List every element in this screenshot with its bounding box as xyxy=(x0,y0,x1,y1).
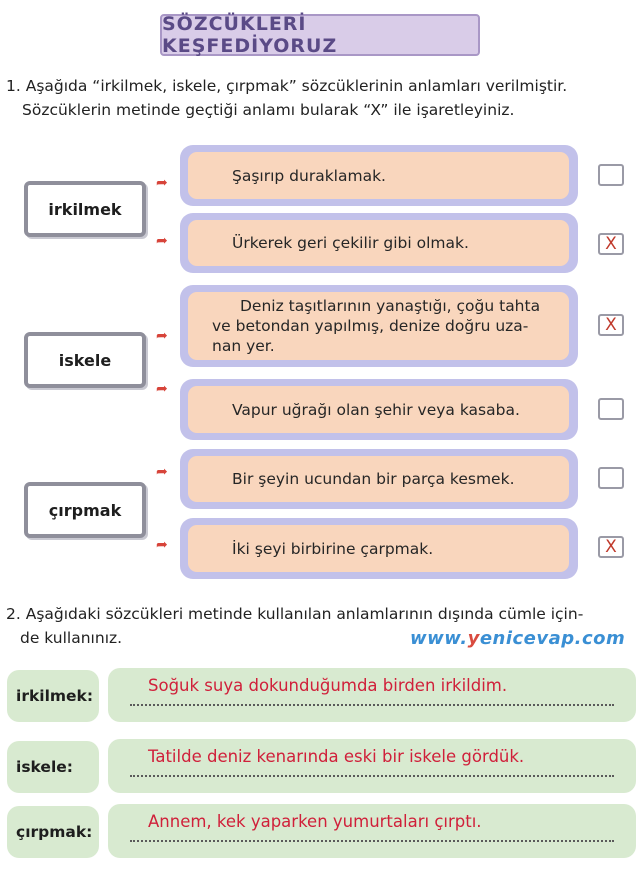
answer-checkbox[interactable]: X xyxy=(598,536,624,558)
meaning-line: nan yer. xyxy=(212,337,275,355)
meaning-option xyxy=(180,379,578,440)
meaning-line: Deniz taşıtlarının yanaştığı, çoğu tahta xyxy=(240,297,541,315)
arrow-icon: ➦ xyxy=(156,233,168,249)
answer-checkbox[interactable] xyxy=(598,398,624,420)
dotted-line xyxy=(130,775,614,777)
answer-checkbox[interactable] xyxy=(598,164,624,186)
answer-checkbox[interactable]: X xyxy=(598,233,624,255)
question-1-line-1: 1. Aşağıda “irkilmek, iskele, çırpmak” sözcüklerinin anlamları verilmiştir. xyxy=(6,77,568,95)
word-box-cirpmak: çırpmak xyxy=(24,482,146,538)
answer-sentence: Tatilde deniz kenarında eski bir iskele gördük. xyxy=(148,747,525,766)
meaning-text: İki şeyi birbirine çarpmak. xyxy=(188,525,569,572)
meaning-option xyxy=(180,145,578,206)
question-2-line-1: 2. Aşağıdaki sözcükleri metinde kullanılan anlamlarının dışında cümle için- xyxy=(6,605,584,623)
question-1 xyxy=(6,74,636,122)
arrow-icon: ➦ xyxy=(156,464,168,480)
answer-checkbox[interactable]: X xyxy=(598,314,624,336)
answer-field[interactable] xyxy=(108,804,636,858)
answer-label-iskele: iskele: xyxy=(7,741,99,793)
question-2-line-2: de kullanınız. xyxy=(20,629,123,647)
question-1-line-2: Sözcüklerin metinde geçtiği anlamı bularak “X” ile işaretleyiniz. xyxy=(22,101,515,119)
answer-sentence: Soğuk suya dokunduğumda birden irkildim. xyxy=(148,676,508,695)
meaning-text xyxy=(188,292,569,360)
answer-checkbox[interactable] xyxy=(598,467,624,489)
meaning-line: ve betondan yapılmış, denize doğru uza- xyxy=(212,317,529,335)
arrow-icon: ➦ xyxy=(156,328,168,344)
dotted-line xyxy=(130,840,614,842)
page-title: SÖZCÜKLERİ KEŞFEDİYORUZ xyxy=(162,13,338,57)
meaning-option xyxy=(180,518,578,579)
answer-sentence: Annem, kek yaparken yumurtaları çırptı. xyxy=(148,812,482,831)
meaning-option xyxy=(180,285,578,367)
watermark-prefix: www. xyxy=(410,628,468,649)
answer-label-cirpmak: çırpmak: xyxy=(7,806,99,858)
answer-field[interactable] xyxy=(108,668,636,722)
title-banner xyxy=(160,14,480,56)
watermark-rest: enicevap.com xyxy=(479,628,626,649)
meaning-text: Vapur uğrağı olan şehir veya kasaba. xyxy=(188,386,569,433)
word-box-iskele: iskele xyxy=(24,332,146,388)
meaning-option xyxy=(180,213,578,273)
dotted-line xyxy=(130,704,614,706)
answer-label-irkilmek: irkilmek: xyxy=(7,670,99,722)
meaning-option xyxy=(180,449,578,509)
meaning-text: Bir şeyin ucundan bir parça kesmek. xyxy=(188,456,569,502)
watermark xyxy=(410,628,625,649)
meaning-text: Ürkerek geri çekilir gibi olmak. xyxy=(188,220,569,266)
arrow-icon: ➦ xyxy=(156,175,168,191)
meaning-text: Şaşırıp duraklamak. xyxy=(188,152,569,199)
word-box-irkilmek: irkilmek xyxy=(24,181,146,237)
arrow-icon: ➦ xyxy=(156,381,168,397)
watermark-y: y xyxy=(467,628,480,649)
arrow-icon: ➦ xyxy=(156,537,168,553)
answer-field[interactable] xyxy=(108,739,636,793)
